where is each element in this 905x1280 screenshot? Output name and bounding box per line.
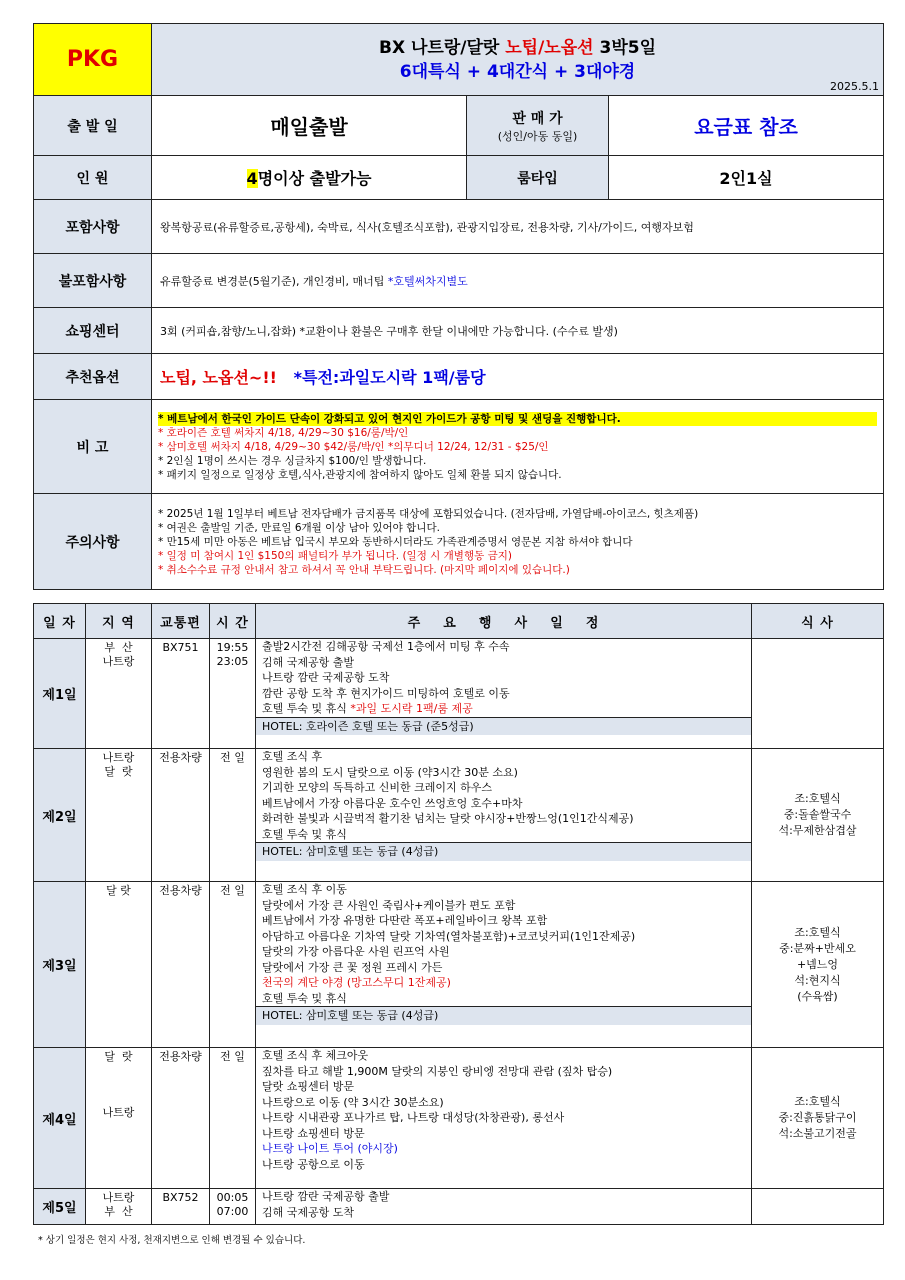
- shopping-value: 3회 (커피숍,참향/노니,잡화) *교환이나 환불은 구매후 한달 이내에만 가능합니다. (수수료 발생): [152, 308, 884, 354]
- schedule-table: [33, 603, 884, 1225]
- option-label: 추천옵션: [34, 354, 152, 400]
- include-value: 왕복항공료(유류할증료,공항세), 숙박료, 식사(호텔조식포함), 관광지입장료, 전용차량, 기사/가이드, 여행자보험: [152, 200, 884, 254]
- caution-list: * 2025년 1월 1일부터 베트남 전자담배가 금지품목 대상에 포함되었습니다. (전자담배, 가열담배-아이코스, 힛츠제품) * 여권은 출발일 기준, 만료일 6개월 이상 남아 있어야 합니다. * 만15세 미만 아동은 베트남 입국시 부모와 동반하시더라도 가족관계증명서 영문본 지참 하셔야 합니다 * 일정 미 참여시 1인 $150의 패널티가 부가 됩니다. (일정 시 개별행동 금지) * 취소수수료 규정 안내서 참고 하셔서 꼭 안내 부탁드립니다. (마지막 페이지에 있습니다.): [152, 494, 884, 590]
- shopping-label: 쇼핑센터: [34, 308, 152, 354]
- table-row: 제2일 나트랑 달 랏 전용차량 전 일 호텔 조식 후 영원한 봄의 도시 달랏으로 이동 (약3시간 30분 소요) 기괴한 모양의 독특하고 신비한 크레이지 하우스 베트남에서 가장 아름다운 호수인 쓰엉흐엉 호수+마차 화려한 불빛과 시끌벅적 활기찬 넘치는 달랏 야시장+반짱느엉(1인1간식제공) 호텔 투숙 및 휴식 HOTEL: 삼미호텔 또는 동급 (4성급) 조:호텔식 중:돌솥쌀국수 석:무제한삼겹살: [34, 749, 884, 882]
- title-block: [152, 24, 884, 96]
- room-value: 2인1실: [609, 156, 884, 200]
- hotel-info: HOTEL: 삼미호텔 또는 동급 (4성급): [256, 842, 751, 861]
- pkg-label: PKG: [34, 24, 152, 96]
- room-label: 룸타입: [467, 156, 609, 200]
- hotel-info: HOTEL: 호라이즌 호텔 또는 동급 (준5성급): [256, 717, 751, 736]
- table-row: 제5일 나트랑 부 산 BX752 00:05 07:00 나트랑 깜란 국제공항 출발 김해 국제공항 도착: [34, 1189, 884, 1225]
- departure-label: 출 발 일: [34, 96, 152, 156]
- remarks-label: 비 고: [34, 400, 152, 494]
- col-time: 시 간: [210, 604, 256, 639]
- hotel-info: HOTEL: 삼미호텔 또는 동급 (4성급): [256, 1006, 751, 1025]
- col-region: 지 역: [86, 604, 152, 639]
- price-label: 판 매 가 (성인/아동 동일): [467, 96, 609, 156]
- package-title: BX 나트랑/달랏 노팁/노옵션 3박5일: [379, 37, 656, 58]
- table-row: 제4일 달 랏 나트랑 전용차량 전 일 호텔 조식 후 체크아웃 짚차를 타고 해발 1,900M 달랏의 지붕인 랑비엥 전망대 관람 (짚차 탑승) 달랏 쇼핑센터 방문 나트랑으로 이동 (약 3시간 30분소요) 나트랑 시내관광 포나가르 탑, 나트랑 대성당(차창관광), 롱선사 나트랑 쇼핑센터 방문 나트랑 나이트 투어 (야시장) 나트랑 공항으로 이동 조:호텔식 중:진흙통닭구이 석:소불고기전골: [34, 1048, 884, 1189]
- col-transport: 교통편: [152, 604, 210, 639]
- caution-label: 주의사항: [34, 494, 152, 590]
- table-row: 제1일 부 산 나트랑 BX751 19:55 23:05 출발2시간전 김해공항 국제선 1층에서 미팅 후 수속 김해 국제공항 출발 나트랑 깜란 국제공항 도착 깜란 공항 도착 후 현지가이드 미팅하여 호텔로 이동 호텔 투숙 및 휴식 *과일 도시락 1팩/룸 제공 HOTEL: 호라이즌 호텔 또는 동급 (준5성급): [34, 639, 884, 749]
- price-value: 요금표 참조: [609, 96, 884, 156]
- col-itinerary: 주 요 행 사 일 정: [256, 604, 752, 639]
- table-row: 제3일 달 랏 전용차량 전 일 호텔 조식 후 이동 달랏에서 가장 큰 사원인 죽림사+케이블카 편도 포함 베트남에서 가장 유명한 다딴란 폭포+레일바이크 왕복 포함 아담하고 아름다운 기차역 달랏 기차역(열차불포함)+코코넛커피(1인1잔제공) 달랏의 가장 아름다운 사원 린프억 사원 달랏에서 가장 큰 꽃 정원 프레시 가든 천국의 계단 야경 (망고스무디 1잔제공) 호텔 투숙 및 휴식 HOTEL: 삼미호텔 또는 동급 (4성급) 조:호텔식 중:분짜+반세오 +넴느엉 석:현지식 (수육쌈): [34, 882, 884, 1048]
- schedule-footnote: * 상기 일정은 현지 사정, 천재지변으로 인해 변경될 수 있습니다.: [38, 1235, 306, 1246]
- people-value: 4명이상 출발가능: [152, 156, 467, 200]
- include-label: 포함사항: [34, 200, 152, 254]
- departure-value: 매일출발: [152, 96, 467, 156]
- package-subtitle: 6대특식 + 4대간식 + 3대야경: [399, 61, 636, 82]
- remarks-list: * 베트남에서 한국인 가이드 단속이 강화되고 있어 현지인 가이드가 공항 미팅 및 샌딩을 진행합니다. * 호라이즌 호텔 써차지 4/18, 4/29~30 $16/룸/박/인 * 삼미호텔 써차지 4/18, 4/29~30 $42/룸/박/인 *의무디너 12/24, 12/31 - $25/인 * 2인실 1명이 쓰시는 경우 싱글차지 $100/인 발생합니다. * 패키지 일정으로 일정상 호텔,식사,관광지에 참여하지 않아도 일체 환불 되지 않습니다.: [152, 400, 884, 494]
- exclude-label: 불포함사항: [34, 254, 152, 308]
- col-meal: 식 사: [752, 604, 884, 639]
- issue-date: 2025.5.1: [830, 80, 880, 93]
- option-value: 노팁, 노옵션~!! *특전:과일도시락 1팩/룸당: [152, 354, 884, 400]
- exclude-value: 유류할증료 변경분(5월기준), 개인경비, 매너팁 *호텔써차지별도: [152, 254, 884, 308]
- info-table: [33, 23, 884, 590]
- col-date: 일 자: [34, 604, 86, 639]
- people-label: 인 원: [34, 156, 152, 200]
